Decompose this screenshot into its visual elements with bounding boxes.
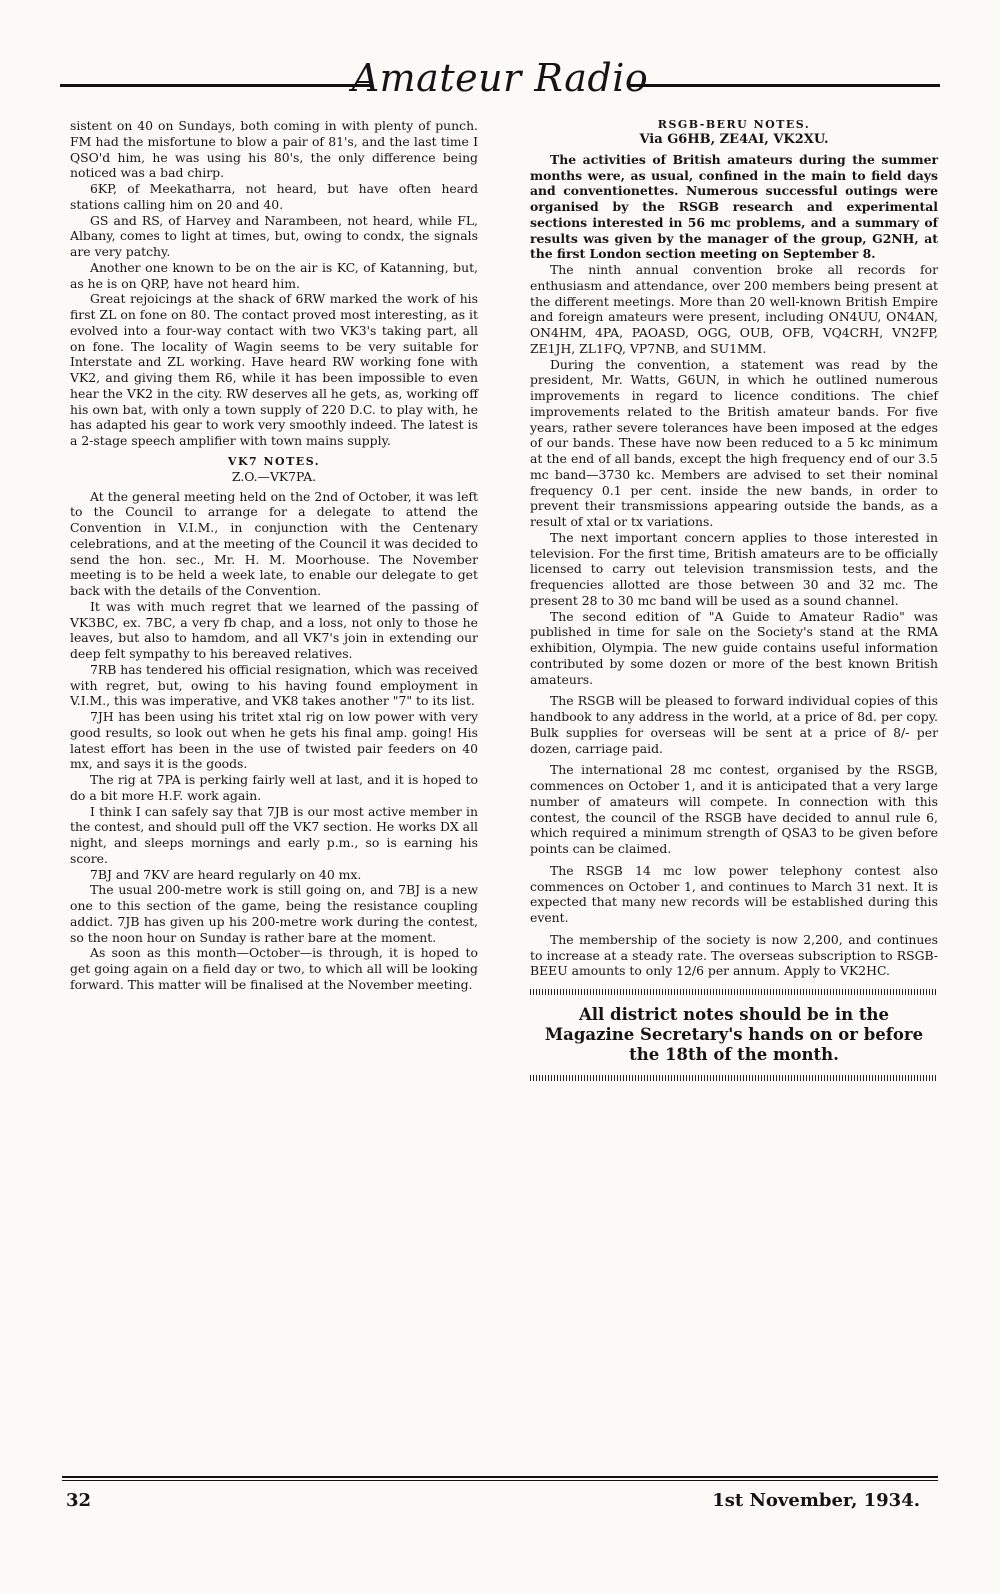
paragraph: The international 28 mc contest, organised by the RSGB, commences on October 1, and it is anticipated that a very large number of amateurs will compete. In connection with this contest, the council of the RSGB have decided to annul rule 6, which required a minimum strength of QSA3 to be given before points can be claimed. [530,762,938,856]
paragraph: The usual 200-metre work is still going on, and 7BJ is a new one to this section of the game, being the resistance coupling addict. 7JB has given up his 200-metre work during the contest, so the noon hour on Sunday is rather bare at the moment. [70,882,478,945]
paragraph: During the convention, a statement was read by the president, Mr. Watts, G6UN, in which he outlined numerous improvements in regard to licence conditions. The chief improvements related to the British amateur bands. For five years, rather severe tolerances have been imposed at the edges of our bands. These have now been reduced to a 5 kc minimum at the end of all bands, except the high frequency end of our 3.5 mc band—3730 kc. Members are advised to set their nominal frequency 0.1 per cent. inside the new bands, in order to prevent their transmissions appearing outside the bands, as a result of xtal or tx variations. [530,356,938,529]
masthead-rule-right [630,84,940,87]
paragraph: 7RB has tendered his official resignation, which was received with regret, but, owing to his having found employment in V.I.M., this was imperative, and VK8 takes another "7" to its list. [70,661,478,709]
left-column [70,118,478,993]
dotted-rule-bottom [530,1075,938,1081]
issue-date: 1st November, 1934. [712,1490,920,1511]
paragraph: The next important concern applies to those interested in television. For the first time, British amateurs are to be officially licensed to carry out television transmission tests, and the frequencies allotted are those between 30 and 32 mc. The present 28 to 30 mc band will be used as a sound channel. [530,529,938,608]
section-subheading-rsgb: Via G6HB, ZE4AI, VK2XU. [639,132,829,147]
paragraph: 6KP, of Meekatharra, not heard, but have often heard stations calling him on 20 and 40. [70,181,478,212]
paragraph: The membership of the society is now 2,200, and continues to increase at a steady rate. The overseas subscription to RSGB-BEEU amounts to only 12/6 per annum. Apply to VK2HC. [530,931,938,979]
paragraph: The RSGB 14 mc low power telephony contest also commences on October 1, and continues to March 31 next. It is expected that many new records will be established during this event. [530,862,938,925]
paragraph: 7JH has been using his tritet xtal rig on low power with very good results, so look out when he gets his final amp. going! His latest effort has been in the use of twisted pair feeders on 40 mx, and says it is the goods. [70,709,478,772]
paragraph: The ninth annual convention broke all records for enthusiasm and attendance, over 200 members being present at the different meetings. More than 20 well-known British Empire and foreign amateurs were present, including ON4UU, ON4AN, ON4HM, 4PA, PAOASD, OGG, OUB, OFB, VQ4CRH, VN2FP, ZE1JH, ZL1FQ, VP7NB, and SU1MM. [530,262,938,356]
paragraph: Another one known to be on the air is KC, of Katanning, but, as he is on QRP, have not heard him. [70,259,478,291]
paragraph: 7BJ and 7KV are heard regularly on 40 mx. [90,866,362,882]
paragraph: The rig at 7PA is perking fairly well at last, and it is hoped to do a bit more H.F. work again. [70,772,478,803]
notice-box: All district notes should be in the Magazine Secretary's hands on or before the 18th of the month. [544,1005,924,1064]
masthead [60,52,940,108]
paragraph: The RSGB will be pleased to forward individual copies of this handbook to any address in the world, at a price of 8d. per copy. Bulk supplies for overseas will be sent at a price of 8/- per dozen, carriage paid. [530,693,938,756]
paragraph: At the general meeting held on the 2nd of October, it was left to the Council to arrange for a delegate to attend the Convention in V.I.M., in conjunction with the Centenary celebrations, and at the meeting of the Council it was decided to send the hon. sec., Mr. H. M. Moorhouse. The November meeting is to be held a week late, to enable our delegate to get back with the details of the Convention. [70,488,478,598]
section-heading-vk7: VK7 NOTES. [227,454,321,468]
section-heading-rsgb: RSGB-BERU NOTES. [657,118,811,131]
paragraph: sistent on 40 on Sundays, both coming in with plenty of punch. FM had the misfortune to blow a pair of 81's, and the last time I QSO'd him, he was using his 80's, the only difference being noticed was a bad chirp. [70,118,478,181]
paragraph: Great rejoicings at the shack of 6RW marked the work of his first ZL on fone on 80. The contact proved most interesting, as it evolved into a four-way contact with two VK3's taking part, all on fone. The locality of Wagin seems to be very suitable for Interstate and ZL working. Have heard RW working fone with VK2, and giving them R6, while it has been impossible to even hear the VK2 in the city. RW deserves all he gets, as, working off his own bat, with only a town supply of 220 D.C. to play with, he has adapted his gear to work very smoothly indeed. The latest is a 2-stage speech amplifier with town mains supply. [70,291,478,448]
section-subheading-vk7: Z.O.—VK7PA. [231,468,317,484]
paragraph: The second edition of "A Guide to Amateur Radio" was published in time for sale on the Society's stand at the RMA exhibition, Olympia. The new guide contains useful information contributed by some dozen or more of the best known British amateurs. [530,608,938,687]
dotted-rule-top [530,989,938,995]
magazine-title: Amateur Radio [351,56,649,100]
paragraph: The activities of British amateurs during the summer months were, as usual, confined in the main to field days and conventionettes. Numerous successful outings were organised by the RSGB research and experimental sections interested in 56 mc problems, and a summary of results was given by the manager of the group, G2NH, at the first London section meeting on September 8. [530,151,938,262]
right-column [530,118,938,1091]
paragraph: It was with much regret that we learned of the passing of VK3BC, ex. 7BC, a very fb chap, and a loss, not only to those he leaves, but also to hamdom, and all VK7's join in extending our deep felt sympathy to his bereaved relatives. [70,598,478,661]
footer-rule [62,1476,938,1478]
paragraph: As soon as this month—October—is through, it is hoped to get going again on a field day or two, to which all will be looking forward. This matter will be finalised at the November meeting. [70,945,478,992]
page-number: 32 [66,1490,92,1511]
footer-rule-thin [62,1480,938,1481]
paragraph: GS and RS, of Harvey and Narambeen, not heard, while FL, Albany, comes to light at times, but, owing to condx, the signals are very patchy. [70,212,478,259]
paragraph: I think I can safely say that 7JB is our most active member in the contest, and should pull off the VK7 section. He works DX all night, and sleeps mornings and early p.m., so is earning his score. [70,803,478,866]
